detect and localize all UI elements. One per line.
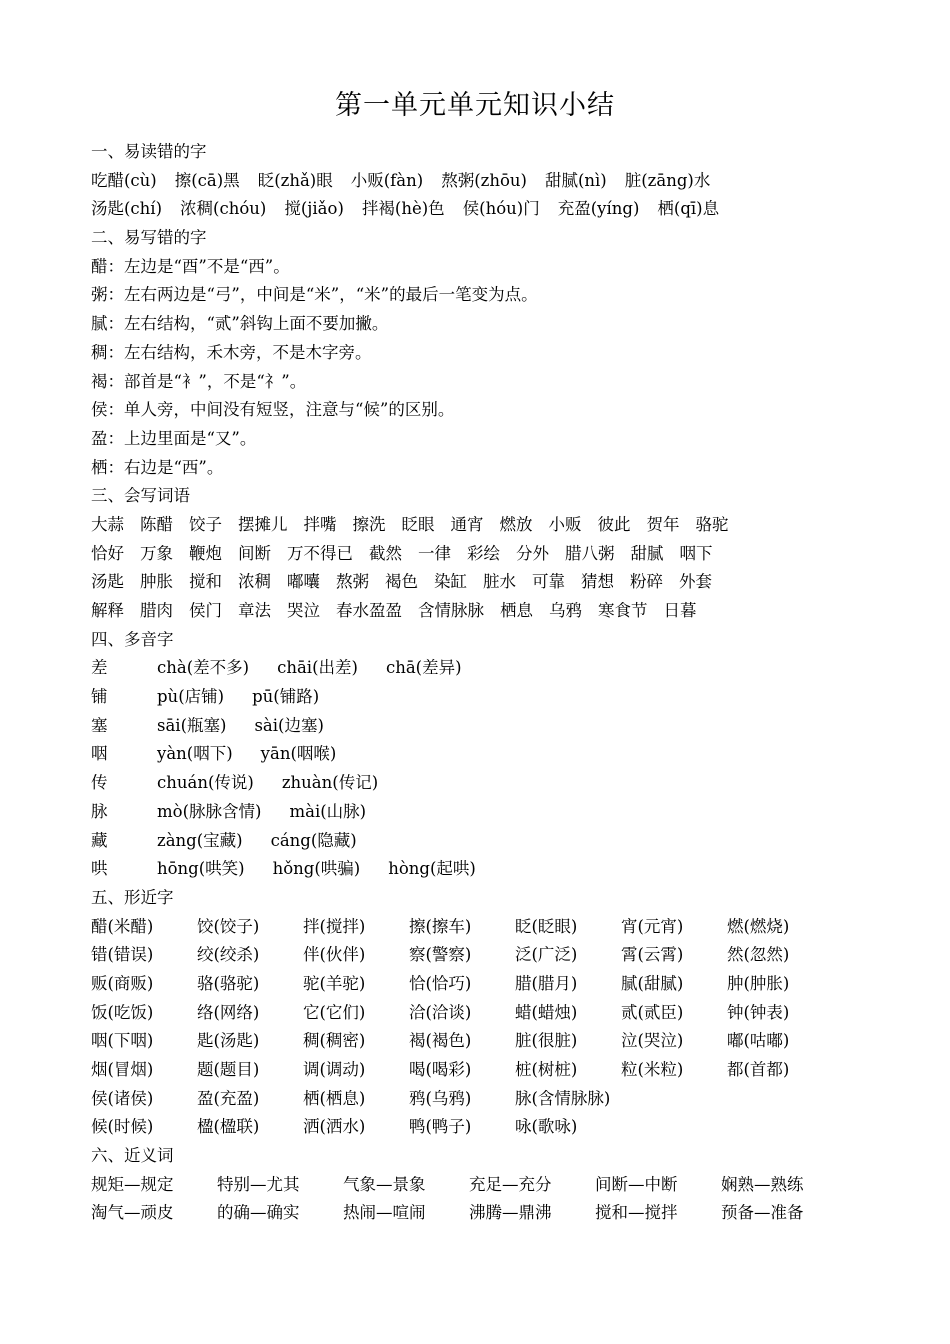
similar-item: 燃(燃烧): [727, 916, 790, 936]
synonym-pair: 淘气—顽皮: [91, 1203, 174, 1223]
similar-item: 稠(稠密): [303, 1031, 366, 1051]
similar-item: 擦(擦车): [409, 916, 472, 936]
similar-row: [91, 1027, 891, 1056]
note-line: 褐：部首是“衤”，不是“礻”。: [91, 371, 307, 391]
note-line: 盈：上边里面是“又”。: [91, 428, 257, 448]
word: 饺子: [189, 514, 222, 534]
word: 小贩: [548, 514, 582, 534]
similar-item: 楹(楹联): [197, 1117, 260, 1137]
polyphone-reading: sāi(瓶塞): [157, 715, 227, 735]
polyphone-reading: chāi(出差): [277, 658, 358, 678]
similar-row: [91, 941, 891, 970]
polyphone-reading: hòng(起哄): [388, 859, 476, 879]
reading-item: 脏(zāng)水: [624, 170, 711, 190]
similar-row: [91, 999, 891, 1028]
word: 截然: [369, 543, 402, 563]
words-row: [91, 540, 891, 569]
polyphone-row: [91, 798, 891, 827]
similar-item: 饺(饺子): [197, 916, 260, 936]
reading-item: 熬粥(zhōu): [441, 170, 527, 190]
similar-item: 咏(歌咏): [515, 1117, 578, 1137]
synonym-pair: 预备—准备: [721, 1203, 804, 1223]
polyphone-reading: yàn(咽下): [157, 744, 233, 764]
word: 贺年: [646, 514, 680, 534]
polyphone-char: 咽: [91, 744, 108, 764]
similar-item: 察(警察): [409, 945, 472, 965]
polyphone-char: 藏: [91, 830, 108, 850]
word: 腊肉: [140, 601, 173, 620]
similar-row: [91, 913, 891, 942]
similar-item: 拌(搅拌): [303, 916, 366, 936]
reading-item: 小贩(fàn): [350, 170, 424, 190]
similar-item: 桩(树桩): [515, 1060, 578, 1079]
similar-item: 肿(肿胀): [727, 973, 790, 993]
polyphone-reading: chuán(传说): [157, 773, 254, 793]
note-line: 稠：左右结构，禾木旁，不是木字旁。: [91, 342, 372, 362]
word: 脏水: [483, 572, 516, 592]
word: 擦洗: [352, 514, 386, 534]
similar-item: 贩(商贩): [91, 973, 154, 993]
polyphone-row: [91, 654, 891, 683]
words-row: [91, 511, 891, 540]
note-line: 醋：左边是“酉”不是“西”。: [91, 256, 290, 276]
reading-item: 充盈(yíng): [557, 199, 640, 219]
similar-item: 侯(诸侯): [91, 1088, 154, 1108]
section-heading: 五、形近字: [91, 887, 174, 907]
word: 染缸: [434, 572, 467, 592]
synonym-pair: 沸腾—鼎沸: [469, 1203, 552, 1223]
similar-item: 绞(绞杀): [197, 945, 260, 965]
synonym-pair: 间断—中断: [595, 1174, 678, 1194]
polyphone-row: [91, 855, 891, 884]
similar-item: 脉(含情脉脉): [515, 1088, 611, 1108]
similar-item: 调(调动): [303, 1060, 366, 1079]
similar-item: 褐(褐色): [409, 1031, 472, 1051]
word: 间断: [238, 543, 271, 563]
word: 通宵: [450, 514, 484, 534]
similar-item: 蜡(蜡烛): [515, 1002, 578, 1022]
synonym-pair: 气象—景象: [343, 1174, 426, 1194]
section-heading: 四、多音字: [91, 629, 174, 649]
similar-item: 粒(米粒): [621, 1060, 684, 1079]
similar-item: 洒(洒水): [303, 1117, 366, 1137]
reading-item: 汤匙(chí): [91, 199, 163, 219]
polyphone-reading: zàng(宝藏): [157, 830, 243, 850]
word: 含情脉脉: [418, 601, 484, 620]
similar-row: [91, 1113, 891, 1142]
content: [91, 138, 891, 1228]
similar-item: 贰(贰臣): [621, 1002, 684, 1022]
words-row: [91, 597, 891, 626]
word: 万象: [140, 543, 173, 563]
reading-item: 擦(cā)黑: [174, 170, 240, 190]
reading-item: 甜腻(nì): [544, 170, 607, 190]
word: 解释: [91, 601, 124, 620]
synonym-pair: 的确—确实: [217, 1203, 300, 1223]
word: 褐色: [385, 572, 418, 592]
note-line: 栖：右边是“西”。: [91, 457, 224, 477]
similar-item: 咽(下咽): [91, 1031, 154, 1051]
similar-item: 然(忽然): [727, 945, 790, 965]
polyphone-char: 脉: [91, 801, 108, 821]
word: 春水盈盈: [336, 601, 402, 620]
word: 一律: [418, 543, 451, 563]
polyphone-reading: hōng(哄笑): [157, 859, 245, 879]
word: 恰好: [91, 543, 124, 563]
note-line: 粥：左右两边是“弓”，中间是“米”，“米”的最后一笔变为点。: [91, 285, 538, 305]
words-row: [91, 568, 891, 597]
word: 粉碎: [630, 572, 663, 592]
similar-row: [91, 1085, 891, 1114]
similar-item: 盈(充盈): [197, 1088, 260, 1108]
polyphone-char: 铺: [91, 687, 108, 707]
section-heading: 六、近义词: [91, 1146, 174, 1166]
synonym-row: [91, 1171, 891, 1200]
similar-item: 喝(喝彩): [409, 1060, 472, 1079]
word: 可靠: [532, 572, 565, 592]
word: 日暮: [663, 601, 697, 620]
word: 搅和: [189, 572, 222, 592]
polyphone-row: [91, 740, 891, 769]
similar-item: 宵(元宵): [621, 916, 684, 936]
section-heading: 二、易写错的字: [91, 228, 207, 248]
polyphone-reading: pù(店铺): [157, 687, 225, 707]
word: 分外: [516, 543, 549, 563]
word: 外套: [679, 572, 712, 592]
word: 眨眼: [401, 514, 435, 534]
word: 浓稠: [238, 572, 271, 592]
word: 万不得已: [287, 543, 353, 563]
word: 彼此: [597, 514, 631, 534]
polyphone-reading: pū(铺路): [252, 687, 320, 707]
similar-item: 泣(哭泣): [621, 1031, 684, 1051]
polyphone-reading: chà(差不多): [157, 658, 250, 678]
word: 肿胀: [140, 572, 173, 592]
similar-item: 伴(伙伴): [303, 945, 366, 965]
note-line: 腻：左右结构，“贰”斜钩上面不要加撇。: [91, 314, 389, 334]
reading-item: 侯(hóu)门: [462, 199, 540, 219]
similar-item: 驼(羊驼): [303, 973, 366, 993]
reading-item: 栖(qī)息: [657, 199, 720, 219]
similar-item: 钟(钟表): [727, 1002, 790, 1022]
word: 燃放: [499, 514, 533, 534]
word: 章法: [238, 601, 271, 620]
reading-item: 吃醋(cù): [91, 170, 157, 190]
similar-item: 错(错误): [91, 945, 154, 965]
similar-item: 饭(吃饭): [91, 1002, 154, 1022]
word: 哭泣: [287, 601, 320, 620]
polyphone-reading: sài(边塞): [254, 715, 324, 735]
similar-item: 骆(骆驼): [197, 973, 260, 993]
word: 汤匙: [91, 572, 124, 592]
similar-item: 都(首都): [727, 1060, 790, 1079]
similar-item: 腻(甜腻): [621, 973, 684, 993]
reading-row: [91, 195, 891, 224]
polyphone-reading: mò(脉脉含情): [157, 801, 262, 821]
synonym-pair: 搅和—搅拌: [595, 1203, 678, 1223]
similar-item: 醋(米醋): [91, 916, 154, 936]
similar-item: 脏(很脏): [515, 1031, 578, 1051]
synonym-pair: 特别—尤其: [217, 1174, 300, 1194]
polyphone-reading: zhuàn(传记): [281, 773, 379, 793]
section-heading: 三、会写词语: [91, 486, 190, 506]
page-title: 第一单元单元知识小结: [335, 90, 615, 121]
section-heading: 一、易读错的字: [91, 142, 207, 161]
polyphone-reading: hǒng(哄骗): [272, 859, 361, 879]
similar-item: 洽(洽谈): [409, 1002, 472, 1022]
reading-item: 搅(jiǎo): [284, 199, 344, 219]
word: 腊八粥: [565, 543, 615, 563]
polyphone-reading: mài(山脉): [289, 801, 367, 821]
word: 甜腻: [630, 543, 664, 563]
word: 乌鸦: [549, 601, 582, 620]
reading-row: [91, 167, 891, 196]
similar-item: 嘟(咕嘟): [727, 1031, 790, 1051]
word: 摆摊儿: [238, 514, 288, 534]
polyphone-reading: chā(差异): [385, 658, 462, 678]
polyphone-reading: yān(咽喉): [260, 744, 337, 764]
similar-item: 烟(冒烟): [91, 1060, 154, 1079]
polyphone-row: [91, 712, 891, 741]
similar-item: 候(时候): [91, 1117, 154, 1137]
word: 猜想: [581, 572, 614, 592]
similar-item: 腊(腊月): [515, 973, 578, 993]
similar-item: 题(题目): [197, 1060, 260, 1079]
similar-row: [91, 1056, 891, 1085]
reading-item: 拌褐(hè)色: [361, 199, 445, 219]
polyphone-char: 塞: [91, 715, 108, 735]
word: 嘟囔: [287, 572, 320, 592]
polyphone-char: 哄: [91, 859, 108, 879]
similar-item: 恰(恰巧): [409, 973, 472, 993]
polyphone-row: [91, 683, 891, 712]
similar-item: 眨(眨眼): [515, 916, 578, 936]
word: 骆驼: [695, 514, 729, 534]
polyphone-char: 传: [91, 773, 108, 793]
reading-item: 眨(zhǎ)眼: [257, 170, 333, 190]
word: 彩绘: [467, 543, 500, 563]
word: 寒食节: [598, 601, 648, 620]
polyphone-reading: cáng(隐藏): [270, 830, 357, 850]
similar-item: 泛(广泛): [515, 945, 578, 965]
similar-item: 鸦(乌鸦): [409, 1088, 472, 1108]
synonym-pair: 娴熟—熟练: [721, 1174, 804, 1194]
similar-item: 它(它们): [303, 1002, 366, 1022]
word: 咽下: [679, 543, 713, 563]
word: 栖息: [500, 601, 533, 620]
word: 鞭炮: [189, 543, 222, 563]
similar-item: 匙(汤匙): [197, 1031, 260, 1051]
polyphone-char: 差: [91, 658, 108, 678]
similar-item: 鸭(鸭子): [409, 1117, 472, 1137]
word: 大蒜: [91, 514, 124, 534]
word: 熬粥: [336, 572, 369, 592]
similar-row: [91, 970, 891, 999]
similar-item: 霄(云霄): [621, 945, 684, 965]
synonym-pair: 热闹—喧闹: [343, 1203, 426, 1223]
word: 拌嘴: [303, 514, 337, 534]
polyphone-row: [91, 769, 891, 798]
reading-item: 浓稠(chóu): [180, 199, 267, 219]
note-line: 侯：单人旁，中间没有短竖，注意与“候”的区别。: [91, 400, 455, 420]
word: 侯门: [189, 601, 222, 620]
synonym-row: [91, 1199, 891, 1228]
synonym-pair: 规矩—规定: [91, 1174, 174, 1194]
word: 陈醋: [140, 514, 173, 534]
similar-item: 栖(栖息): [303, 1088, 366, 1108]
synonym-pair: 充足—充分: [469, 1174, 552, 1194]
polyphone-row: [91, 827, 891, 856]
similar-item: 络(网络): [197, 1002, 260, 1022]
